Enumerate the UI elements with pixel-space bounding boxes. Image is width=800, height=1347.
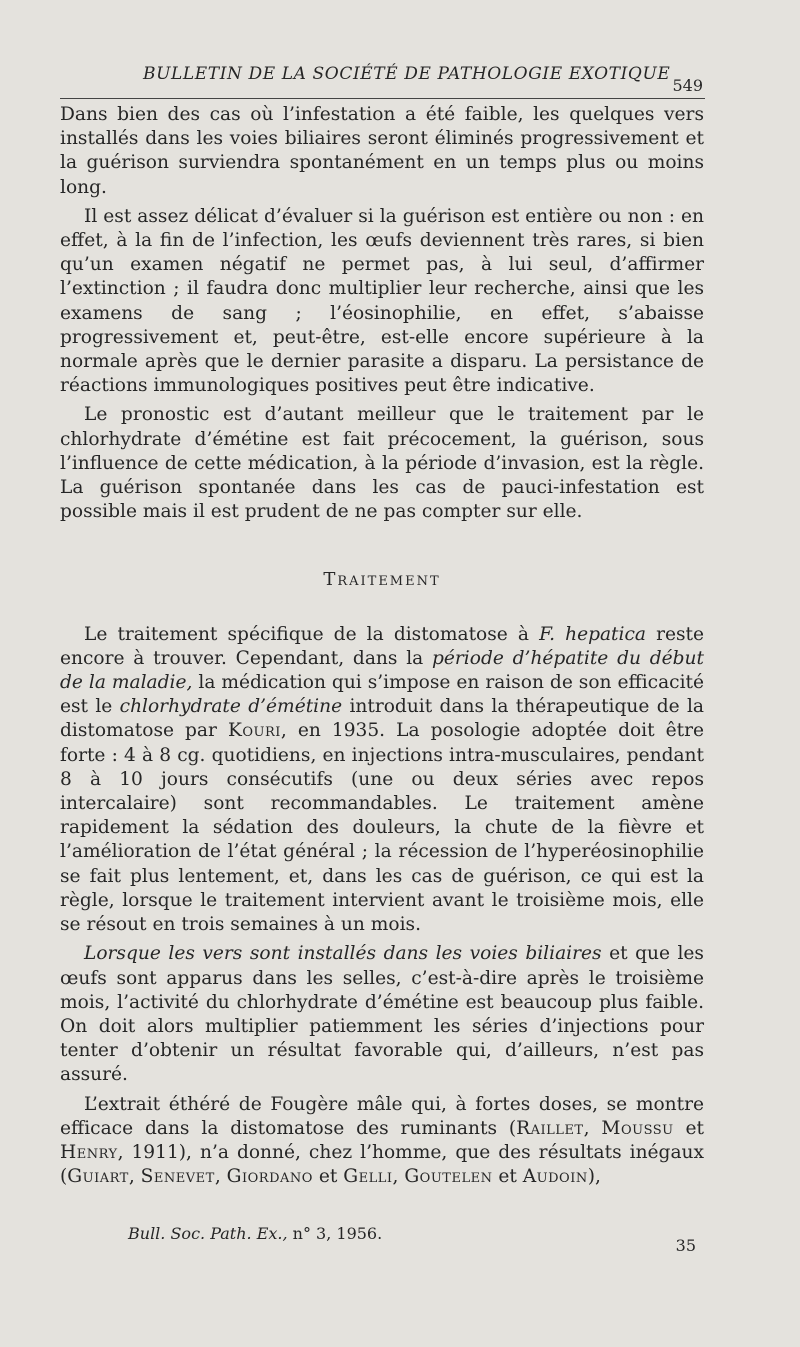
citation-journal: Bull. Soc. Path. Ex., <box>128 1224 288 1243</box>
signature-mark: 35 <box>675 1236 696 1255</box>
text-span: la médication qui s’impose en raison de son efficacité est le <box>60 672 704 718</box>
author-name: Goutelen <box>404 1166 493 1188</box>
italic-span: chlorhydrate d’émétine <box>119 696 343 718</box>
text-span: , <box>128 1166 141 1188</box>
paragraph-2: Il est assez délicat d’évaluer si la guérison est entière ou non : en effet, à la fin de l’infection, les œufs deviennent très rares, si bien qu’un examen négatif ne permet pas, à lui seul, d’affirmer l’extinction ; il faudra donc multiplier leur recherche, ainsi que les examens de sang ; l’éosinophilie, en effet, s’abaisse progressivement et, peut-être, est-elle encore supérieure à la normale après que le dernier parasite a disparu. La persistance de réactions immunologiques positives peut être indicative. <box>60 205 704 397</box>
running-header <box>60 60 705 99</box>
text-span: , 1911), n’a donné, chez l’homme, que des résultats inégaux ( <box>60 1141 704 1188</box>
footer-citation <box>128 1224 382 1243</box>
author-name: Senevet <box>140 1166 215 1188</box>
text-span: et <box>492 1166 523 1188</box>
text-span: ), <box>587 1166 601 1188</box>
citation-issue: n° 3, 1956. <box>287 1224 383 1243</box>
author-name: Moussu <box>601 1117 674 1139</box>
paragraph-4 <box>60 623 704 938</box>
text-span: et <box>312 1166 344 1188</box>
running-title: BULLETIN DE LA SOCIÉTÉ DE PATHOLOGIE EXOTIQUE <box>143 64 671 84</box>
italic-span: Lorsque les vers sont installés dans les voies biliaires <box>84 943 602 965</box>
author-name: Raillet <box>516 1117 584 1139</box>
text-span: reste encore à trouver. Cependant, dans la <box>60 623 704 669</box>
author-name: Henry <box>60 1141 118 1163</box>
author-name: Audoin <box>522 1166 588 1188</box>
page-number: 549 <box>672 76 703 95</box>
text-span: introduit dans la thérapeutique de la distomatose par <box>60 696 704 742</box>
text-span: , <box>392 1166 405 1188</box>
paragraph-5 <box>60 942 704 1087</box>
text-span: , en 1935. La posologie adoptée doit être forte : 4 à 8 cg. quotidiens, en injections intra-musculaires, pendant 8 à 10 jours consécutifs (une ou deux séries avec repos intercalaire) sont recommandables. Le traitement amène rapidement la sédation des douleurs, la chute de la fièvre et l’amélioration de l’état général ; la récession de l’hyperéosinophilie se fait plus lentement, et, dans les cas de guérison, ce qui est la règle, lorsque le traitement intervient avant le troisième mois, elle se résout en trois semaines à un mois. <box>60 720 705 936</box>
text-span: et <box>673 1117 704 1139</box>
italic-span: F. hepatica <box>539 623 646 645</box>
text-span: Le traitement spécifique de la distomatose à <box>84 623 540 645</box>
author-name: Guiart <box>67 1166 129 1188</box>
author-name: Kouri <box>227 720 281 742</box>
page-footer <box>60 1224 704 1264</box>
paragraph-1: Dans bien des cas où l’infestation a été faible, les quelques vers installés dans les voies biliaires seront éliminés progressivement et la guérison surviendra spontanément en un temps plus ou moins long. <box>60 104 704 198</box>
paragraph-3: Le pronostic est d’autant meilleur que le traitement par le chlorhydrate d’émétine est fait précocement, la guérison, sous l’influence de cette médication, à la période d’invasion, est la règle. La guérison spontanée dans les cas de pauci-infestation est possible mais il est prudent de ne pas compter sur elle. <box>60 404 704 523</box>
text-span: , <box>214 1166 227 1188</box>
author-name: Giordano <box>226 1166 313 1188</box>
article-body <box>60 103 704 1194</box>
section-heading: Traitement <box>323 569 441 591</box>
text-span: et que les œufs sont apparus dans les selles, c’est-à-dire après le troisième mois, l’activité du chlorhydrate d’émétine est beaucoup plus faible. On doit alors multiplier patiemment les séries d’injections pour tenter d’obtenir un résultat favorable qui, d’ailleurs, n’est pas assuré. <box>60 943 704 1086</box>
italic-span: période d’hépatite du début de la maladie, <box>60 647 704 694</box>
paragraph-6 <box>60 1093 704 1190</box>
author-name: Gelli <box>343 1166 393 1188</box>
text-span: , <box>583 1117 602 1139</box>
text-span: L’extrait éthéré de Fougère mâle qui, à fortes doses, se montre efficace dans la distomatose des ruminants ( <box>60 1093 704 1139</box>
